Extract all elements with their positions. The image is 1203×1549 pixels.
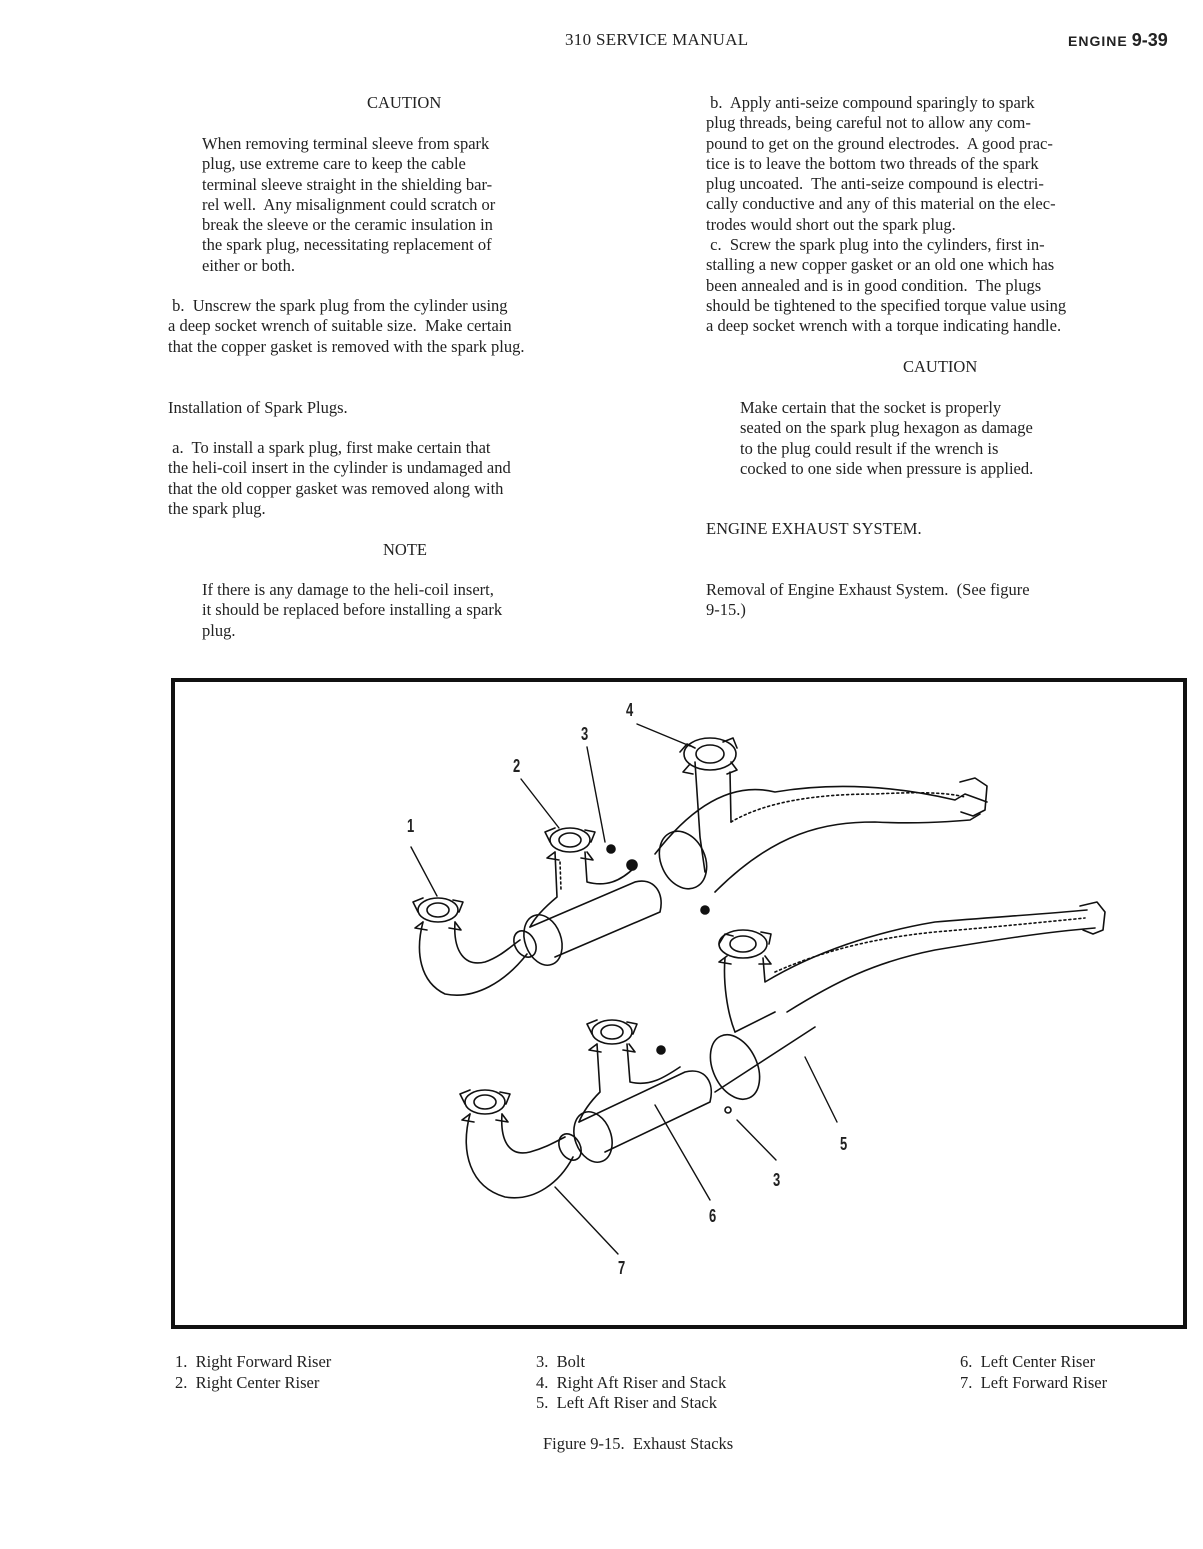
text-line: been annealed and is in good condition. The plugs: [706, 275, 1042, 295]
legend-item: 5. Left Aft Riser and Stack: [536, 1393, 718, 1412]
legend-item: 1. Right Forward Riser: [175, 1352, 332, 1371]
exhaust-stacks-illustration: [175, 682, 1183, 1325]
text-line: When removing terminal sleeve from spark: [202, 134, 490, 153]
right-forward-riser: [413, 898, 541, 995]
text-line: tice is to leave the bottom two threads of the spark: [706, 153, 1039, 173]
text-line: Make certain that the socket is properly: [740, 398, 1002, 417]
header-page-number: 9-39: [1131, 30, 1168, 50]
note-text: [202, 580, 502, 641]
text-line: a deep socket wrench of suitable size. Make certain: [168, 316, 512, 336]
callout-2: 2: [513, 756, 521, 776]
note-heading: NOTE: [383, 540, 427, 559]
legend-item: 3. Bolt: [536, 1352, 586, 1371]
text-line: stalling a new copper gasket or an old one which has: [706, 255, 1055, 275]
left-forward-riser: [460, 1090, 586, 1198]
legend-item: 6. Left Center Riser: [960, 1352, 1096, 1371]
text-line: plug, use extreme care to keep the cable: [202, 154, 466, 174]
text-line: the spark plug, necessitating replacement of: [202, 235, 492, 255]
legend-column-2: [536, 1352, 726, 1414]
text-line: a deep socket wrench with a torque indicating handle.: [706, 316, 1062, 336]
text-line: plug threads, being careful not to allow any com-: [706, 113, 1031, 133]
text-line: the heli-coil insert in the cylinder is undamaged and: [168, 458, 511, 478]
text-line: break the sleeve or the ceramic insulation in: [202, 215, 493, 235]
text-line: cocked to one side when pressure is applied.: [740, 458, 1034, 478]
step-b-anti-seize: [706, 93, 1066, 337]
text-line: b. Unscrew the spark plug from the cylinder using: [168, 296, 508, 315]
bolt: [607, 845, 709, 914]
step-b-unscrew: [168, 296, 525, 357]
text-line: 9-15.): [706, 600, 746, 620]
left-center-riser: [567, 1020, 711, 1168]
text-line: terminal sleeve straight in the shielding bar-: [202, 174, 493, 194]
right-aft-riser-and-stack: [650, 738, 987, 896]
text-line: trodes would short out the spark plug.: [706, 214, 956, 234]
text-line: should be tightened to the specified torque value using: [706, 295, 1067, 315]
text-line: either or both.: [202, 255, 296, 275]
text-line: pound to get on the ground electrodes. A good prac-: [706, 133, 1053, 153]
callout-3-upper: 3: [581, 724, 589, 744]
legend-column-1: [175, 1352, 331, 1393]
text-line: b. Apply anti-seize compound sparingly to spark: [706, 93, 1035, 112]
callout-1: 1: [407, 816, 415, 836]
text-line: plug.: [202, 620, 236, 640]
figure-caption: Figure 9-15. Exhaust Stacks: [543, 1434, 734, 1453]
caution-text-right: [740, 398, 1033, 479]
text-line: the spark plug.: [168, 498, 266, 518]
caution-heading-right: CAUTION: [903, 357, 978, 376]
header-section: ENGINE: [1068, 33, 1128, 49]
text-line: to the plug could result if the wrench is: [740, 438, 999, 458]
text-line: cally conductive and any of this material on the elec-: [706, 194, 1056, 214]
legend-item: 7. Left Forward Riser: [960, 1372, 1108, 1392]
callout-5: 5: [840, 1134, 848, 1154]
step-a-install: [168, 438, 511, 519]
text-line: If there is any damage to the heli-coil insert,: [202, 580, 494, 599]
text-line: Removal of Engine Exhaust System. (See figure: [706, 580, 1030, 599]
left-aft-riser-and-stack: [701, 902, 1105, 1107]
legend-item: 4. Right Aft Riser and Stack: [536, 1372, 727, 1392]
callout-6: 6: [709, 1206, 717, 1226]
removal-text: [706, 580, 1030, 621]
caution-heading-left: CAUTION: [367, 93, 442, 112]
header-title: 310 SERVICE MANUAL: [565, 30, 749, 49]
installation-heading: Installation of Spark Plugs.: [168, 398, 348, 417]
callout-7: 7: [618, 1258, 626, 1278]
header-section-page: [1068, 30, 1168, 51]
text-line: that the old copper gasket was removed along with: [168, 478, 504, 498]
text-line: c. Screw the spark plug into the cylinders, first in-: [706, 235, 1045, 255]
caution-text-left: [202, 134, 495, 276]
text-line: rel well. Any misalignment could scratch or: [202, 194, 496, 214]
exhaust-system-heading: ENGINE EXHAUST SYSTEM.: [706, 519, 922, 538]
text-line: it should be replaced before installing a spark: [202, 600, 503, 620]
text-line: plug uncoated. The anti-seize compound is electri-: [706, 174, 1044, 194]
figure-frame: [171, 678, 1187, 1329]
right-center-riser: [517, 828, 661, 971]
legend-column-3: [960, 1352, 1107, 1393]
text-line: a. To install a spark plug, first make certain that: [168, 438, 491, 457]
callout-4: 4: [626, 700, 634, 720]
callout-3-lower: 3: [773, 1170, 781, 1190]
text-line: seated on the spark plug hexagon as damage: [740, 418, 1033, 438]
legend-item: 2. Right Center Riser: [175, 1372, 320, 1392]
text-line: that the copper gasket is removed with the spark plug.: [168, 336, 525, 356]
